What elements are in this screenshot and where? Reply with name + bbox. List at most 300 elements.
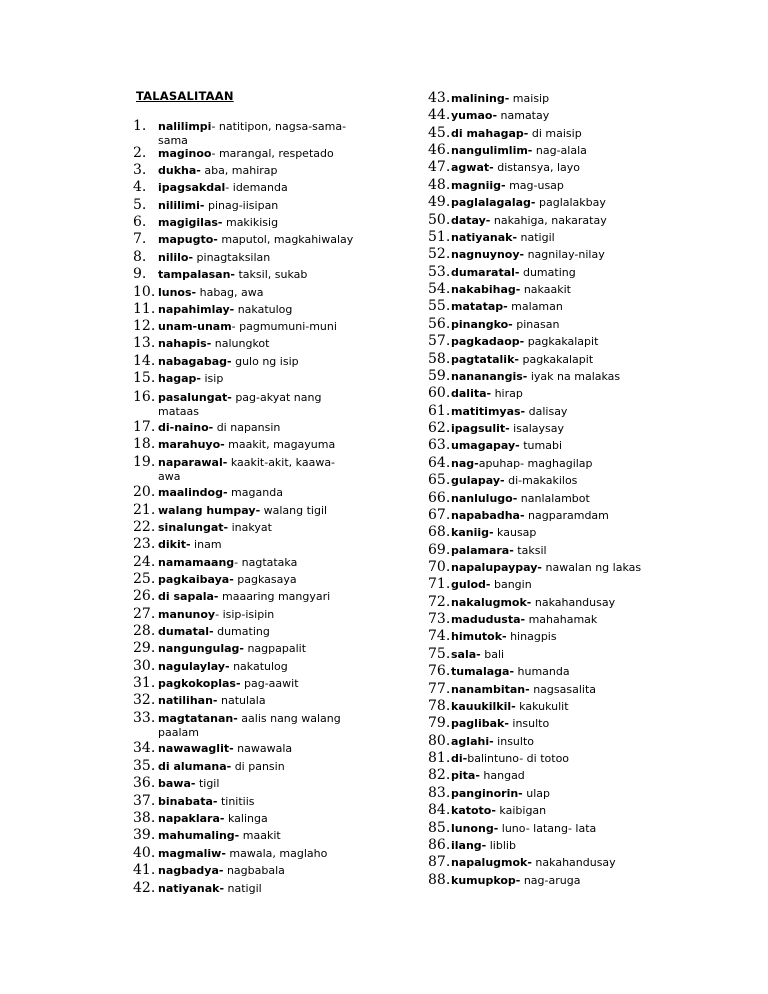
entry-term: himutok- xyxy=(451,630,507,643)
entry-definition: humanda xyxy=(514,665,570,678)
entry-text xyxy=(451,196,658,210)
vocab-entry xyxy=(133,777,355,791)
entry-definition: isalaysay xyxy=(509,422,564,435)
entry-definition: pinagtaksilan xyxy=(193,251,271,264)
entry-number: 88. xyxy=(428,872,451,888)
entry-definition: nawawala xyxy=(233,742,293,755)
vocab-entry xyxy=(428,439,658,453)
entry-term: nagbadya- xyxy=(158,864,224,877)
entry-number: 4. xyxy=(133,179,147,195)
entry-number: 47. xyxy=(428,159,451,175)
entry-term: nanambitan- xyxy=(451,683,530,696)
vocab-entry xyxy=(428,613,658,627)
entry-term: di- xyxy=(451,752,468,765)
entry-number: 6. xyxy=(133,214,147,230)
entry-number: 24. xyxy=(133,554,156,570)
entry-definition: mag-usap xyxy=(505,179,564,192)
entry-term: nakalugmok- xyxy=(451,596,532,609)
entry-text xyxy=(451,735,658,749)
entry-number: 36. xyxy=(133,775,156,791)
vocab-entry xyxy=(428,822,658,836)
entry-term: gulapay- xyxy=(451,474,505,487)
entry-definition: di napansin xyxy=(213,421,281,434)
entry-definition: mahahamak xyxy=(525,613,598,626)
entry-term: dumaratal- xyxy=(451,266,520,279)
entry-term: tampalasan- xyxy=(158,268,235,281)
entry-text xyxy=(451,144,658,158)
vocab-entry xyxy=(428,526,658,540)
entry-number: 71. xyxy=(428,576,451,592)
entry-text xyxy=(158,795,355,809)
entry-number: 32. xyxy=(133,692,156,708)
entry-definition: natulala xyxy=(217,694,266,707)
vocab-entry xyxy=(428,578,658,592)
vocab-entry xyxy=(428,856,658,870)
entry-term: ipagsulit- xyxy=(451,422,510,435)
entry-number: 16. xyxy=(133,389,156,405)
entry-number: 42. xyxy=(133,880,156,896)
entry-number: 26. xyxy=(133,588,156,604)
entry-number: 76. xyxy=(428,663,451,679)
entry-number: 37. xyxy=(133,793,156,809)
vocab-entry xyxy=(133,337,355,351)
entry-definition: nagpapalit xyxy=(243,642,307,655)
entry-definition: nagbabala xyxy=(223,864,285,877)
vocab-entry xyxy=(428,787,658,801)
entry-term: magigilas- xyxy=(158,216,223,229)
entry-term: kumupkop- xyxy=(451,874,521,887)
entry-definition: aalis nang walang paalam xyxy=(158,712,341,739)
entry-definition: liblib xyxy=(486,839,516,852)
entry-term: mahumaling- xyxy=(158,829,240,842)
entry-number: 53. xyxy=(428,264,451,280)
entry-definition: di-makakilos xyxy=(504,474,578,487)
entry-term: madudusta- xyxy=(451,613,526,626)
entry-definition: namatay xyxy=(497,109,550,122)
vocab-entry xyxy=(428,874,658,888)
vocab-entry xyxy=(133,642,355,656)
entry-definition: nagparamdam xyxy=(524,509,609,522)
entry-number: 8. xyxy=(133,249,147,265)
vocab-entry xyxy=(133,556,355,570)
entry-term: napahimlay- xyxy=(158,303,235,316)
vocab-entry xyxy=(428,839,658,853)
entry-text xyxy=(451,822,658,836)
vocab-entry xyxy=(428,353,658,367)
entry-number: 3. xyxy=(133,162,147,178)
entry-number: 51. xyxy=(428,229,451,245)
entry-text xyxy=(451,630,658,644)
entry-term: dukha- xyxy=(158,164,201,177)
entry-text xyxy=(158,438,355,452)
vocab-entry xyxy=(133,847,355,861)
entry-text xyxy=(158,164,355,178)
vocab-entry xyxy=(428,544,658,558)
entry-term: palamara- xyxy=(451,544,514,557)
entry-definition: natigil xyxy=(224,882,262,895)
entry-text xyxy=(158,456,355,484)
entry-definition: paglalakbay xyxy=(535,196,606,209)
entry-text xyxy=(158,777,355,791)
entry-term: pinangko- xyxy=(451,318,513,331)
entry-definition: maisip xyxy=(509,92,550,105)
vocab-entry xyxy=(428,109,658,123)
vocab-entry xyxy=(133,625,355,639)
entry-text xyxy=(158,320,355,334)
entry-text xyxy=(451,804,658,818)
entry-term: ipagsakdal xyxy=(158,181,226,194)
entry-text xyxy=(451,300,658,314)
entry-number: 85. xyxy=(428,820,451,836)
entry-term: magtatanan- xyxy=(158,712,238,725)
entry-number: 65. xyxy=(428,472,451,488)
vocab-entry xyxy=(133,712,355,740)
entry-text xyxy=(158,391,355,419)
entry-definition: nagsasalita xyxy=(529,683,597,696)
entry-number: 67. xyxy=(428,507,451,523)
vocab-entry xyxy=(428,214,658,228)
page-title: TALASALITAAN xyxy=(136,89,234,103)
entry-text xyxy=(158,642,355,656)
entry-definition: distansya, layo xyxy=(493,161,581,174)
entry-number: 39. xyxy=(133,827,156,843)
vocab-entry xyxy=(428,318,658,332)
entry-text xyxy=(451,578,658,592)
entry-number: 84. xyxy=(428,802,451,818)
entry-number: 2. xyxy=(133,145,147,161)
entry-term: malining- xyxy=(451,92,510,105)
entry-definition: - pagmumuni-muni xyxy=(231,320,337,333)
vocab-entry xyxy=(133,829,355,843)
entry-text xyxy=(451,92,658,106)
vocab-entry xyxy=(428,735,658,749)
entry-definition: nanlalambot xyxy=(517,492,590,505)
entry-definition: aba, mahirap xyxy=(200,164,278,177)
vocab-entry xyxy=(428,161,658,175)
entry-text xyxy=(451,683,658,697)
entry-term: pagkaibaya- xyxy=(158,573,234,586)
entry-definition: dalisay xyxy=(525,405,568,418)
entry-definition: luno- latang- lata xyxy=(498,822,597,835)
vocab-entry xyxy=(133,120,355,148)
entry-text xyxy=(451,109,658,123)
entry-number: 15. xyxy=(133,370,156,386)
entry-term: napabadha- xyxy=(451,509,525,522)
vocab-entry xyxy=(428,248,658,262)
entry-text xyxy=(451,266,658,280)
vocab-entry xyxy=(133,391,355,419)
entry-number: 54. xyxy=(428,281,451,297)
entry-number: 33. xyxy=(133,710,156,726)
vocab-entry xyxy=(133,864,355,878)
entry-term: katoto- xyxy=(451,804,496,817)
entry-text xyxy=(451,700,658,714)
vocab-entry xyxy=(428,196,658,210)
entry-text xyxy=(158,181,355,195)
entry-number: 82. xyxy=(428,767,451,783)
entry-text xyxy=(158,812,355,826)
entry-term: magniig- xyxy=(451,179,506,192)
entry-text xyxy=(451,370,658,384)
entry-number: 77. xyxy=(428,681,451,697)
entry-term: nililimi- xyxy=(158,199,205,212)
entry-text xyxy=(451,387,658,401)
entry-text xyxy=(158,521,355,535)
entry-number: 30. xyxy=(133,658,156,674)
vocab-entry xyxy=(428,474,658,488)
entry-text xyxy=(451,526,658,540)
entry-number: 13. xyxy=(133,335,156,351)
entry-definition: nakahandusay xyxy=(531,596,616,609)
entry-definition: nalungkot xyxy=(211,337,270,350)
entry-term: gulod- xyxy=(451,578,491,591)
entry-term: datay- xyxy=(451,214,491,227)
entry-number: 48. xyxy=(428,177,451,193)
vocab-entry xyxy=(133,742,355,756)
vocab-entry xyxy=(133,216,355,230)
entry-text xyxy=(451,405,658,419)
entry-definition: maputol, magkahiwalay xyxy=(217,233,354,246)
entry-term: lunos- xyxy=(158,286,197,299)
vocab-entry xyxy=(428,492,658,506)
entry-definition: ulap xyxy=(522,787,551,800)
entry-term: paglalagalag- xyxy=(451,196,536,209)
vocab-entry xyxy=(428,179,658,193)
entry-definition: pag-aawit xyxy=(240,677,299,690)
entry-definition: maakit, magayuma xyxy=(224,438,336,451)
entry-definition: insulto xyxy=(508,717,550,730)
entry-text xyxy=(451,335,658,349)
entry-definition: inam xyxy=(190,538,222,551)
vocab-entry xyxy=(133,268,355,282)
vocab-entry xyxy=(133,199,355,213)
entry-number: 62. xyxy=(428,420,451,436)
entry-term: nahapis- xyxy=(158,337,212,350)
entry-definition: kausap xyxy=(493,526,537,539)
entry-text xyxy=(451,596,658,610)
entry-definition: - isip-isipin xyxy=(215,608,275,621)
entry-term: nananangis- xyxy=(451,370,528,383)
entry-term: sinalungat- xyxy=(158,521,229,534)
entry-term: sala- xyxy=(451,648,481,661)
entry-number: 79. xyxy=(428,715,451,731)
entry-number: 38. xyxy=(133,810,156,826)
entry-text xyxy=(451,648,658,662)
vocab-entry xyxy=(428,717,658,731)
entry-number: 43. xyxy=(428,90,451,106)
entry-term: pita- xyxy=(451,769,480,782)
entry-text xyxy=(158,590,355,604)
entry-text xyxy=(158,286,355,300)
entry-number: 17. xyxy=(133,419,156,435)
entry-term: natiyanak- xyxy=(158,882,225,895)
entry-number: 22. xyxy=(133,519,156,535)
entry-number: 68. xyxy=(428,524,451,540)
entry-number: 83. xyxy=(428,785,451,801)
entry-text xyxy=(451,179,658,193)
vocab-entry xyxy=(133,538,355,552)
entry-text xyxy=(451,752,658,766)
entry-term: nangungulag- xyxy=(158,642,244,655)
entry-definition: nakatulog xyxy=(229,660,288,673)
entry-number: 9. xyxy=(133,266,147,282)
vocab-entry xyxy=(428,509,658,523)
entry-term: nag- xyxy=(451,457,479,470)
entry-number: 21. xyxy=(133,502,156,518)
entry-definition: maaaring mangyari xyxy=(218,590,331,603)
entry-term: bawa- xyxy=(158,777,196,790)
entry-definition: tinitiis xyxy=(217,795,255,808)
entry-definition: - idemanda xyxy=(225,181,288,194)
vocab-entry xyxy=(133,660,355,674)
entry-term: agwat- xyxy=(451,161,494,174)
entry-number: 59. xyxy=(428,368,451,384)
entry-definition: pagkakalapit xyxy=(518,353,594,366)
entry-definition: iyak na malakas xyxy=(527,370,621,383)
entry-number: 72. xyxy=(428,594,451,610)
entry-text xyxy=(451,769,658,783)
vocab-entry xyxy=(133,573,355,587)
entry-definition: pinag-iisipan xyxy=(204,199,279,212)
vocab-entry xyxy=(428,300,658,314)
vocab-entry xyxy=(133,456,355,484)
vocab-entry xyxy=(133,590,355,604)
entry-definition: nakahiga, nakaratay xyxy=(490,214,607,227)
vocab-entry xyxy=(133,694,355,708)
entry-definition: walang tigil xyxy=(260,504,328,517)
entry-number: 87. xyxy=(428,854,451,870)
entry-text xyxy=(451,509,658,523)
entry-term: dikit- xyxy=(158,538,191,551)
vocab-entry xyxy=(133,504,355,518)
entry-text xyxy=(451,318,658,332)
entry-term: maalindog- xyxy=(158,486,228,499)
entry-text xyxy=(158,847,355,861)
entry-text xyxy=(158,120,355,148)
entry-number: 58. xyxy=(428,351,451,367)
entry-text xyxy=(158,608,355,622)
entry-text xyxy=(158,268,355,282)
entry-definition: - nagtataka xyxy=(234,556,298,569)
entry-number: 86. xyxy=(428,837,451,853)
entry-definition: taksil, sukab xyxy=(235,268,308,281)
vocab-entry xyxy=(428,700,658,714)
entry-number: 81. xyxy=(428,750,451,766)
entry-term: magmaliw- xyxy=(158,847,226,860)
entry-number: 12. xyxy=(133,318,156,334)
entry-text xyxy=(451,422,658,436)
entry-definition: pagkakalapit xyxy=(524,335,599,348)
entry-term: maginoo xyxy=(158,147,212,160)
entry-text xyxy=(451,874,658,888)
entry-term: manunoy xyxy=(158,608,216,621)
entry-text xyxy=(451,474,658,488)
entry-number: 11. xyxy=(133,301,156,317)
vocab-entry xyxy=(428,804,658,818)
vocab-entry xyxy=(428,596,658,610)
entry-definition: natigil xyxy=(517,231,555,244)
entry-text xyxy=(451,127,658,141)
entry-text xyxy=(158,829,355,843)
entry-number: 69. xyxy=(428,542,451,558)
entry-term: nalilimpi xyxy=(158,120,212,133)
entry-definition: kalinga xyxy=(224,812,268,825)
entry-definition: isip xyxy=(201,372,224,385)
entry-text xyxy=(158,556,355,570)
entry-definition: insulto xyxy=(493,735,534,748)
entry-term: walang humpay- xyxy=(158,504,261,517)
entry-term: aglahi- xyxy=(451,735,494,748)
entry-number: 60. xyxy=(428,385,451,401)
entry-number: 56. xyxy=(428,316,451,332)
entry-number: 78. xyxy=(428,698,451,714)
entry-number: 55. xyxy=(428,298,451,314)
entry-definition: pagkasaya xyxy=(233,573,297,586)
entry-definition: bangin xyxy=(490,578,532,591)
entry-definition: - natitipon, nagsa-sama-sama xyxy=(158,120,347,147)
entry-definition: nawalan ng lakas xyxy=(541,561,642,574)
vocab-entry xyxy=(428,769,658,783)
entry-text xyxy=(451,457,658,471)
entry-number: 14. xyxy=(133,353,156,369)
entry-definition: hangad xyxy=(479,769,525,782)
entry-definition: nakaakit xyxy=(520,283,571,296)
entry-term: marahuyo- xyxy=(158,438,225,451)
entry-text xyxy=(158,864,355,878)
entry-number: 80. xyxy=(428,733,451,749)
entry-term: ilang- xyxy=(451,839,487,852)
vocab-entry xyxy=(428,370,658,384)
entry-definition: nag-alala xyxy=(532,144,587,157)
entry-text xyxy=(158,742,355,756)
entry-definition: pinasan xyxy=(512,318,560,331)
entry-definition: kakukulit xyxy=(515,700,569,713)
entry-text xyxy=(158,355,355,369)
entry-term: pagkokoplas- xyxy=(158,677,241,690)
vocab-entry xyxy=(428,683,658,697)
entry-number: 73. xyxy=(428,611,451,627)
entry-definition: maakit xyxy=(239,829,281,842)
vocab-entry xyxy=(428,752,658,766)
entry-term: paglibak- xyxy=(451,717,509,730)
entry-text xyxy=(158,625,355,639)
vocab-entry xyxy=(428,144,658,158)
entry-text xyxy=(451,787,658,801)
entry-term: nangulimlim- xyxy=(451,144,533,157)
entry-definition: di pansin xyxy=(231,760,285,773)
entry-term: di-naino- xyxy=(158,421,214,434)
entry-text xyxy=(158,760,355,774)
entry-term: kauukilkil- xyxy=(451,700,516,713)
entry-number: 61. xyxy=(428,403,451,419)
vocab-entry xyxy=(133,521,355,535)
entry-term: matitimyas- xyxy=(451,405,526,418)
entry-term: hagap- xyxy=(158,372,201,385)
entry-term: nawawaglit- xyxy=(158,742,234,755)
entry-number: 49. xyxy=(428,194,451,210)
entry-definition: bali xyxy=(480,648,505,661)
entry-number: 45. xyxy=(428,125,451,141)
entry-text xyxy=(158,538,355,552)
entry-number: 1. xyxy=(133,118,147,134)
entry-number: 66. xyxy=(428,490,451,506)
entry-definition: mawala, maglaho xyxy=(225,847,328,860)
vocab-entry xyxy=(428,127,658,141)
entry-text xyxy=(451,353,658,367)
entry-text xyxy=(451,248,658,262)
entry-definition: nag-aruga xyxy=(520,874,581,887)
vocab-entry xyxy=(428,231,658,245)
